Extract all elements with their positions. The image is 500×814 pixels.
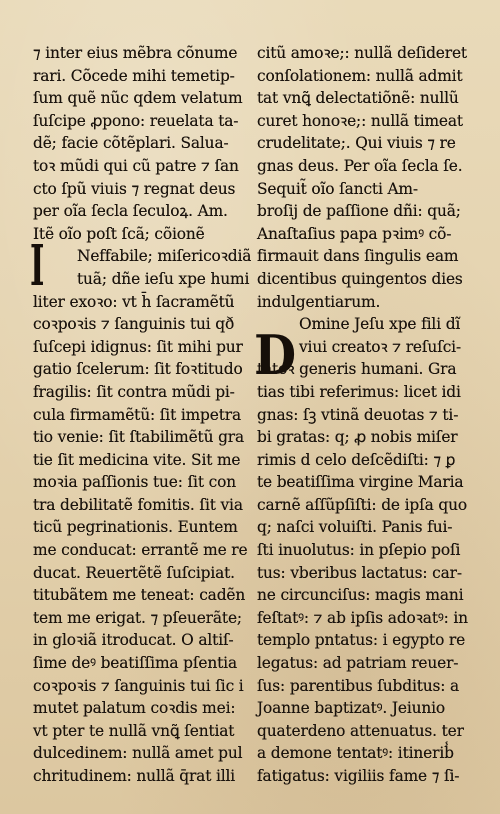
text-line: quaterdeno attenuatus. ter	[257, 721, 464, 740]
text-line: tra debilitatẽ fomitis. ſit via	[33, 495, 243, 514]
text-line: tatoꝛ generis humani. Gra	[257, 360, 457, 379]
text-line: bi gratas: q; ꝓ nobis miſer	[257, 428, 458, 447]
text-line: tie ſit medicina vite. Sit me	[33, 450, 241, 469]
text-line: ticũ pegrinationis. Euntem	[33, 518, 238, 537]
text-line: vt pter te nullã vnꝗ̃ ſentiat	[33, 721, 235, 740]
text-line: tus: vberibus lactatus: car-	[257, 563, 462, 582]
text-line: tuã; dñe ieſu xpe humi	[77, 269, 250, 288]
left-text-column	[30, 42, 252, 788]
right-text-column	[254, 42, 475, 788]
text-line: cula firmamẽtũ: ſit impetra	[33, 405, 241, 424]
text-line: crudelitate;. Qui viuis ⁊ re	[257, 134, 456, 153]
text-line: mutet palatum coꝛdis mei:	[33, 699, 236, 718]
text-line: rimis d celo deſcẽdiſti: ⁊ ꝑ	[257, 450, 456, 469]
text-line: in gloꝛiã itroducat. O altiſ-	[33, 631, 234, 650]
text-line: tio venie: ſit ſtabilimẽtũ gra	[33, 428, 245, 447]
text-line: tem me erigat. ⁊ pſeuerãte;	[33, 608, 242, 627]
text-line: Neffabile; miſericoꝛdiã	[77, 247, 252, 266]
text-line: liter exoꝛo: vt h̄ ſacramẽtũ	[33, 292, 235, 311]
text-line: citũ amoꝛe;: nullã deſideret	[257, 44, 467, 62]
text-line: ſti inuolutus: in pſepio poſi	[257, 541, 461, 560]
text-line: ſuſcepi idignus: ſit mihi pur	[33, 337, 243, 356]
text-line: indulgentiarum.	[257, 292, 381, 311]
decorated-initial: D	[254, 323, 297, 387]
text-line: feſtatꝰ: ⁊ ab ipſis adoꝛatꝰ: in	[257, 608, 468, 627]
text-line: rari. Cõcede mihi temetip-	[33, 66, 235, 85]
text-line: dicentibus quingentos dies	[257, 269, 463, 288]
text-line: coꝛpoꝛis ⁊ ſanguinis tui ſic i	[33, 676, 244, 695]
decorated-initial: I	[30, 233, 45, 299]
text-line: tias tibi referimus: licet idi	[257, 382, 461, 401]
text-line: ſus: parentibus ſubditus: a	[257, 676, 460, 695]
text-line: Joanne baptizatꝰ. Jeiunio	[257, 699, 446, 718]
text-line: gnas deus. Per oĩa ſecla ſe.	[257, 156, 463, 175]
text-line: Omine Jeſu xpe fili dĩ	[299, 315, 461, 334]
text-line: fatigatus: vigiliis fame ⁊ ſi-	[257, 767, 460, 785]
text-line: moꝛia paſſionis tue: ſit con	[33, 473, 236, 492]
text-line: ne circunciſus: magis mani	[257, 586, 464, 605]
text-line: firmauit dans ſingulis eam	[257, 247, 459, 266]
text-line: fragilis: ſit contra mũdi pi-	[33, 382, 235, 401]
text-line: per oĩa ſecla ſeculoꝝ. Am.	[33, 202, 228, 221]
text-line: ſuſcipe ꝓpono: reuelata ta-	[33, 111, 239, 130]
text-line: ⁊ inter eius mẽbra cõnume	[33, 44, 238, 62]
text-line: gatio ſcelerum: ſit foꝛtitudo	[33, 360, 243, 379]
text-line: curet honoꝛe;: nullã timeat	[257, 111, 463, 130]
text-line: cto ſpũ viuis ⁊ regnat deus	[33, 179, 236, 198]
text-line: gnas: ſꝫ vtinã deuotas ⁊ ti-	[257, 405, 459, 424]
text-line: coꝛpoꝛis ⁊ ſanguinis tui qð	[33, 315, 235, 334]
text-line: conſolationem: nullã admit	[257, 66, 463, 85]
text-line: ſime deꝰ beatiſſima pſentia	[33, 654, 237, 673]
text-line: carnẽ aſſũpſiſti: de ipſa quo	[257, 495, 467, 514]
text-line: templo pntatus: i egypto re	[257, 631, 466, 650]
rubric-heading: Sequit̃ oĩo ſancti Am-	[257, 179, 418, 198]
text-line: a demone tentatꝰ: itinerib̾	[257, 744, 454, 763]
text-line: dulcedinem: nullã amet pul	[33, 744, 243, 763]
text-line: dẽ; facie cõtẽplari. Salua-	[33, 134, 229, 153]
text-line: legatus: ad patriam reuer-	[257, 654, 459, 673]
text-line: Anaſtaſius papa pꝛimꝰ cõ-	[257, 224, 452, 243]
text-line: toꝛ mũdi qui cũ patre ⁊ ſan	[33, 156, 239, 175]
text-line: tat vnꝗ̃ delectatiõnẽ: nullũ	[257, 89, 459, 108]
text-line: ducat. Reuertẽtẽ ſuſcipiat.	[33, 563, 235, 582]
text-line: q; naſci voluiſti. Panis fui-	[257, 518, 453, 537]
rubric-heading: Itẽ oĩo poſt ſcã; cõionẽ	[33, 224, 205, 243]
text-line: chritudinem: nullã q̄rat illi	[33, 767, 236, 785]
text-line: te beatiſſima virgine Maria	[257, 473, 464, 492]
text-line: broſij de paſſione dñi: quã;	[257, 202, 461, 221]
text-line: viui creatoꝛ ⁊ reſuſci-	[299, 337, 462, 356]
text-line: ſum quẽ nũc qdem velatum	[33, 89, 243, 108]
text-line: titubãtem me teneat: cadẽn	[33, 586, 246, 605]
text-line: me conducat: errantẽ me re	[33, 541, 248, 560]
